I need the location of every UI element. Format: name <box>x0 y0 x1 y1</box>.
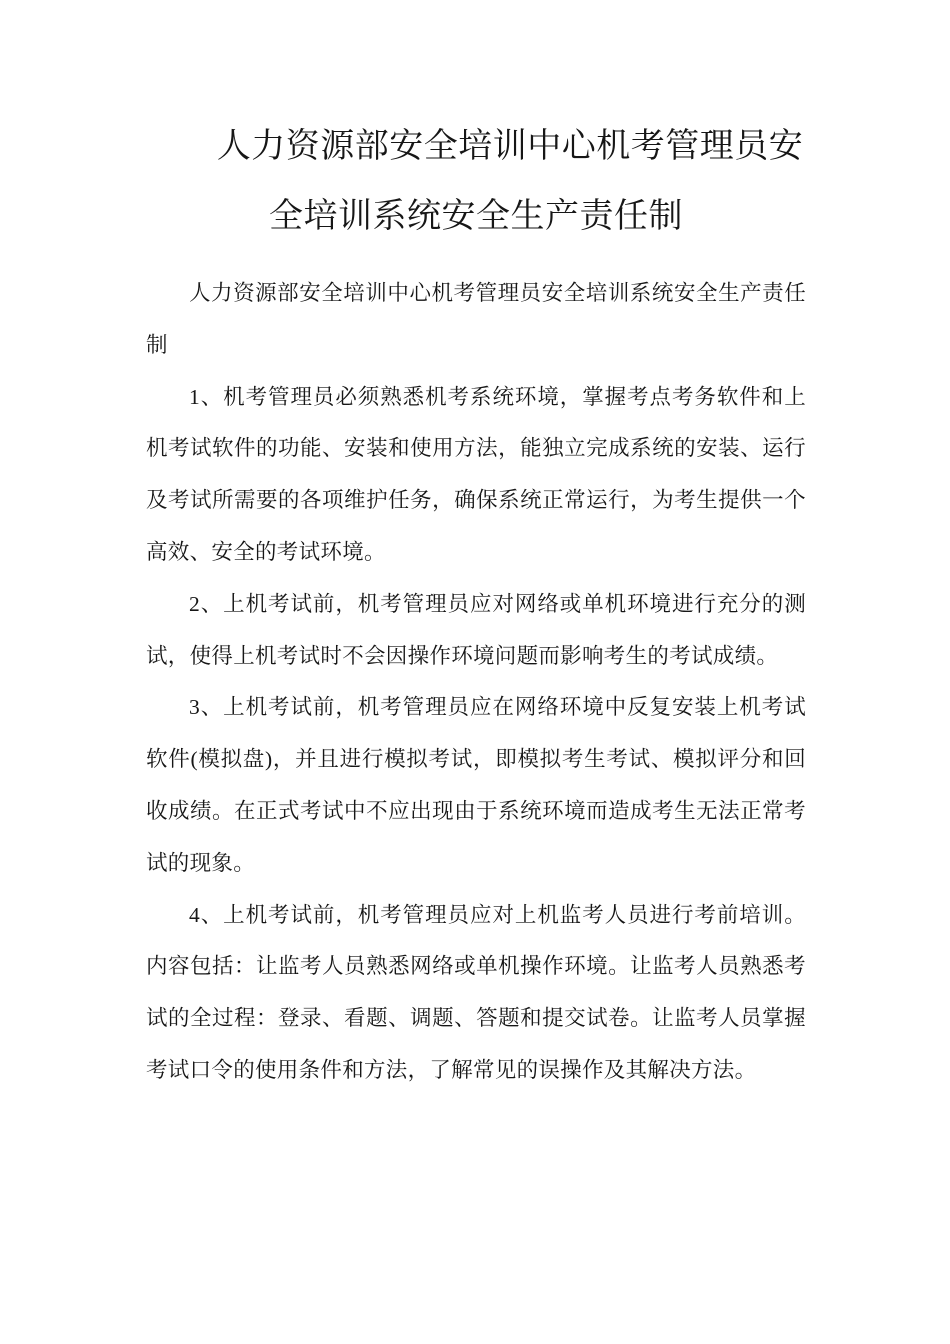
paragraph-item-1: 1、机考管理员必须熟悉机考系统环境，掌握考点考务软件和上机考试软件的功能、安装和使用方法，能独立完成系统的安装、运行及考试所需要的各项维护任务，确保系统正常运行，为考生提供一个高效、安全的考试环境。 <box>146 384 806 564</box>
paragraph-item-3: 3、上机考试前，机考管理员应在网络环境中反复安装上机考试软件(模拟盘)，并且进行模拟考试，即模拟考生考试、模拟评分和回收成绩。在正式考试中不应出现由于系统环境而造成考生无法正常考试的现象。 <box>146 695 806 875</box>
document-body <box>146 268 806 1097</box>
paragraph-repeat-title: 人力资源部安全培训中心机考管理员安全培训系统安全生产责任制 <box>146 281 806 357</box>
paragraph-item-4: 4、上机考试前，机考管理员应对上机监考人员进行考前培训。内容包括：让监考人员熟悉网络或单机操作环境。让监考人员熟悉考试的全过程：登录、看题、调题、答题和提交试卷。让监考人员掌握考试口令的使用条件和方法，了解常见的误操作及其解决方法。 <box>146 902 806 1082</box>
document-title: 人力资源部安全培训中心机考管理员安全培训系统安全生产责任制 <box>216 128 804 235</box>
paragraph-item-2: 2、上机考试前，机考管理员应对网络或单机环境进行充分的测试，使得上机考试时不会因操作环境问题而影响考生的考试成绩。 <box>146 591 806 668</box>
